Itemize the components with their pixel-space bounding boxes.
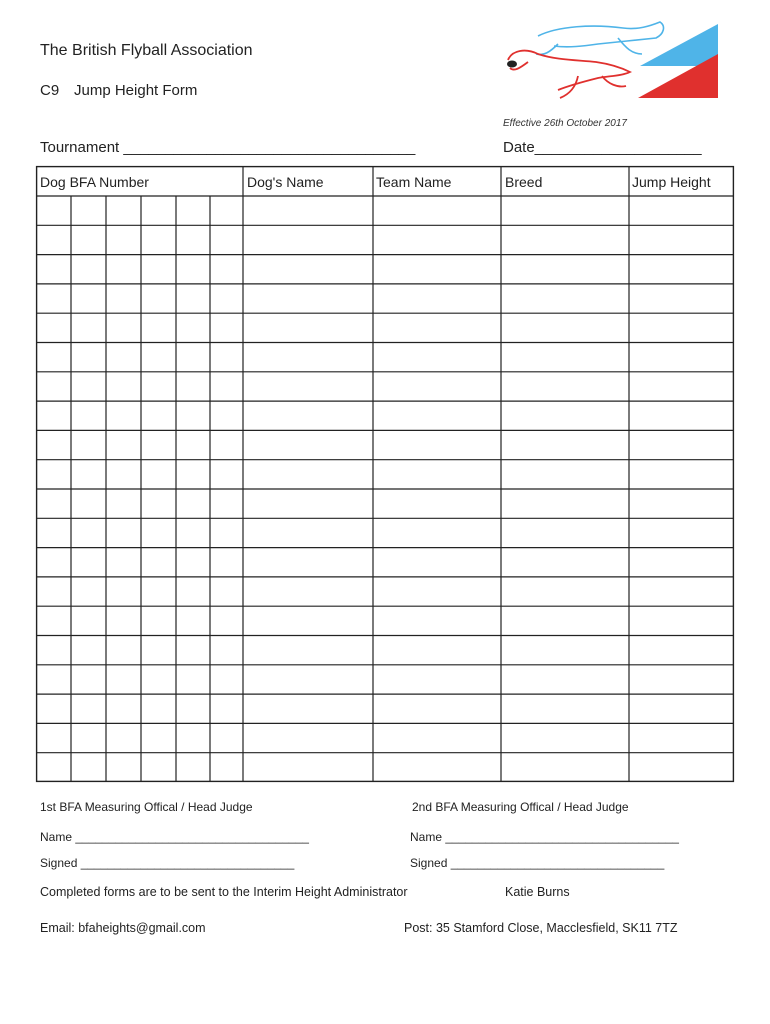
header-jump-height: Jump Height: [632, 174, 711, 190]
judge1-title: 1st BFA Measuring Offical / Head Judge: [40, 800, 253, 814]
header-dog-bfa-number: Dog BFA Number: [40, 174, 149, 190]
logo-blue-dog: [536, 22, 663, 55]
header-dogs-name: Dog's Name: [247, 174, 324, 190]
effective-date: Effective 26th October 2017: [503, 118, 627, 129]
form-title: Jump Height Form: [74, 82, 198, 99]
logo-blue-triangle: [640, 24, 718, 66]
postal-address: Post: 35 Stamford Close, Macclesfield, SK11 7TZ: [404, 921, 678, 935]
form-code: C9: [40, 82, 60, 99]
judge2-title: 2nd BFA Measuring Offical / Head Judge: [412, 800, 629, 814]
administrator-name: Katie Burns: [505, 885, 570, 899]
submission-notice: Completed forms are to be sent to the Interim Height Administrator: [40, 885, 408, 899]
header-breed: Breed: [505, 174, 543, 190]
judge1-name-field[interactable]: Name ___________________________________: [40, 830, 309, 844]
running-dog-logo-icon: [498, 14, 723, 104]
judge2-signature-field[interactable]: Signed ________________________________: [410, 856, 665, 870]
tournament-field[interactable]: Tournament ___________________________________: [40, 139, 416, 156]
organization-name: The British Flyball Association: [40, 42, 253, 59]
contact-email: Email: bfaheights@gmail.com: [40, 921, 206, 935]
logo-red-dog: [508, 51, 630, 98]
judge2-name-field[interactable]: Name ___________________________________: [410, 830, 679, 844]
judge1-signature-field[interactable]: Signed ________________________________: [40, 856, 295, 870]
jump-height-table: [36, 166, 734, 782]
logo-ball-icon: [507, 61, 517, 68]
date-field[interactable]: Date____________________: [503, 139, 702, 156]
header-team-name: Team Name: [376, 174, 452, 190]
